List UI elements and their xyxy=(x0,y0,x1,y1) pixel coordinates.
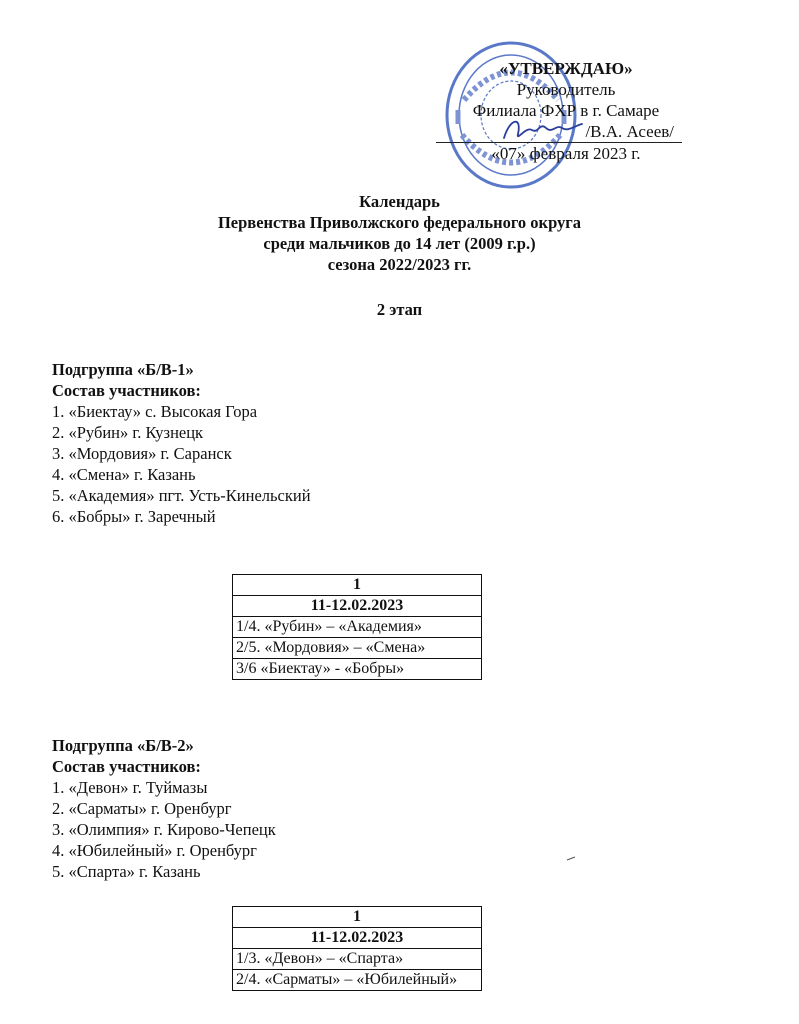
list-item: 5. «Академия» пгт. Усть-Кинельский xyxy=(52,486,311,505)
scan-mark xyxy=(566,856,576,861)
game-row: 1/4. «Рубин» – «Академия» xyxy=(233,617,482,638)
list-item: 4. «Юбилейный» г. Оренбург xyxy=(52,841,257,860)
list-item: 3. «Олимпия» г. Кирово-Чепецк xyxy=(52,820,276,839)
game-row: 1/3. «Девон» – «Спарта» xyxy=(233,949,482,970)
stage-label: 2 этап xyxy=(376,300,423,319)
signatory-name: /В.А. Асеев/ xyxy=(585,122,674,141)
doc-title-line4: сезона 2022/2023 гг. xyxy=(327,255,472,274)
schedule-table-group-2 xyxy=(232,906,482,991)
list-item: 5. «Спарта» г. Казань xyxy=(52,862,201,881)
participants-list xyxy=(52,777,472,882)
list-item: 4. «Смена» г. Казань xyxy=(52,465,196,484)
doc-title-line3: среди мальчиков до 14 лет (2009 г.р.) xyxy=(263,234,536,253)
game-row: 2/5. «Мордовия» – «Смена» xyxy=(233,638,482,659)
participants-label: Состав участников: xyxy=(52,757,201,776)
game-row: 2/4. «Сарматы» – «Юбилейный» xyxy=(233,970,482,991)
list-item: 1. «Биектау» с. Высокая Гора xyxy=(52,402,258,421)
group-name: Подгруппа «Б/В-2» xyxy=(52,736,194,755)
doc-title-line2: Первенства Приволжского федерального округа xyxy=(217,213,582,232)
participants-list xyxy=(52,401,472,527)
group-b-v-1 xyxy=(52,359,472,527)
group-b-v-2 xyxy=(52,735,472,882)
list-item: 6. «Бобры» г. Заречный xyxy=(52,507,216,526)
approval-header: «УТВЕРЖДАЮ» xyxy=(499,59,633,78)
round-number: 1 xyxy=(233,907,482,928)
handwritten-signature xyxy=(500,112,586,148)
list-item: 2. «Сарматы» г. Оренбург xyxy=(52,799,232,818)
approval-organization: Филиала ФХР в г. Самаре xyxy=(472,101,660,120)
participants-label: Состав участников: xyxy=(52,381,201,400)
list-item: 2. «Рубин» г. Кузнецк xyxy=(52,423,204,442)
round-date: 11-12.02.2023 xyxy=(233,596,482,617)
round-date: 11-12.02.2023 xyxy=(233,928,482,949)
list-item: 1. «Девон» г. Туймазы xyxy=(52,778,208,797)
group-name: Подгруппа «Б/В-1» xyxy=(52,360,194,379)
approval-block xyxy=(436,58,696,164)
doc-title-line1: Календарь xyxy=(359,192,440,211)
approval-date: «07» февраля 2023 г. xyxy=(491,144,641,163)
round-number: 1 xyxy=(233,575,482,596)
approval-position: Руководитель xyxy=(516,80,616,99)
list-item: 3. «Мордовия» г. Саранск xyxy=(52,444,232,463)
schedule-table-group-1 xyxy=(232,574,482,680)
game-row: 3/6 «Биектау» - «Бобры» xyxy=(233,659,482,680)
